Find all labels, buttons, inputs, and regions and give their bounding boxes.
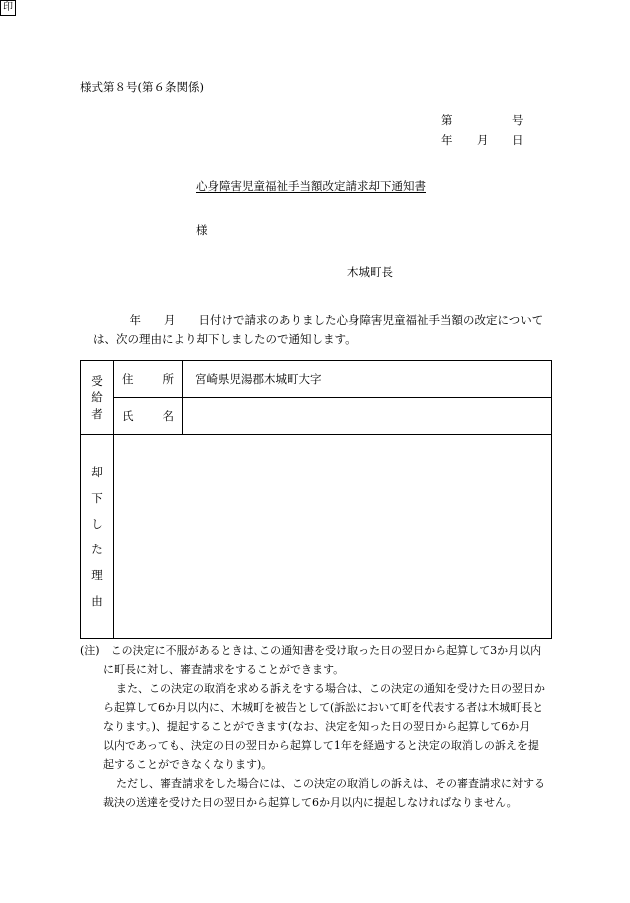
addressee-suffix: 様 (196, 223, 208, 237)
name-value (183, 398, 552, 435)
form-label: 様式第８号(第６条関係) (80, 80, 204, 94)
number-prefix: 第 (441, 113, 453, 127)
note-line-2: に町長に対し、審査請求をすることができます。 (103, 663, 345, 676)
body-text-line-1: 年 月 日付けで請求のありました心身障害児童福祉手当額の改定について (118, 313, 544, 327)
note-line-8: ただし、審査請求をした場合には、この決定の取消しの訴えは、その審査請求に対する (116, 777, 545, 790)
note-line-7: 起することができなくなります)。 (103, 758, 273, 771)
note-line-3: また、この決定の取消を求める訴えをする場合は、この決定の通知を受けた日の翌日か (116, 682, 545, 695)
note-line-9: 裁決の送達を受けた日の翌日から起算して6か月以内に提起しなければなりません。 (103, 796, 518, 809)
address-label: 住 所 (114, 361, 183, 398)
page-title: 心身障害児童福祉手当額改定請求却下通知書 (196, 179, 426, 193)
recipient-table (80, 360, 552, 639)
date-month: 月 (477, 133, 489, 147)
address-value: 宮崎県児湯郡木城町大字 (183, 361, 552, 398)
date-year: 年 (441, 133, 453, 147)
note-line-1: (注) この決定に不服があるときは､この通知書を受け取った日の翌日から起算して3か月以内 (80, 644, 542, 657)
note-line-6: 以内であっても、決定の日の翌日から起算して1年を経過すると決定の取消しの訴えを提 (103, 739, 539, 752)
note-line-4: ら起算して6か月以内に、木城町を被告として(訴訟において町を代表する者は木城町長と (103, 701, 544, 714)
recipient-label: 受 給 者 (81, 361, 114, 435)
note-line-5: なります。)、提起することができます(なお、決定を知った日の翌日から起算して6か月 (103, 720, 531, 733)
name-label: 氏 名 (114, 398, 183, 435)
number-suffix: 号 (512, 113, 524, 127)
reason-label: 却 下 し た 理 由 (81, 435, 114, 639)
date-day: 日 (512, 133, 524, 147)
reason-value (114, 435, 552, 639)
body-text-line-2: は、次の理由により却下しましたので通知します。 (93, 332, 357, 346)
seal-stamp: 印 (0, 0, 16, 16)
sender-name: 木城町長 (347, 265, 393, 279)
